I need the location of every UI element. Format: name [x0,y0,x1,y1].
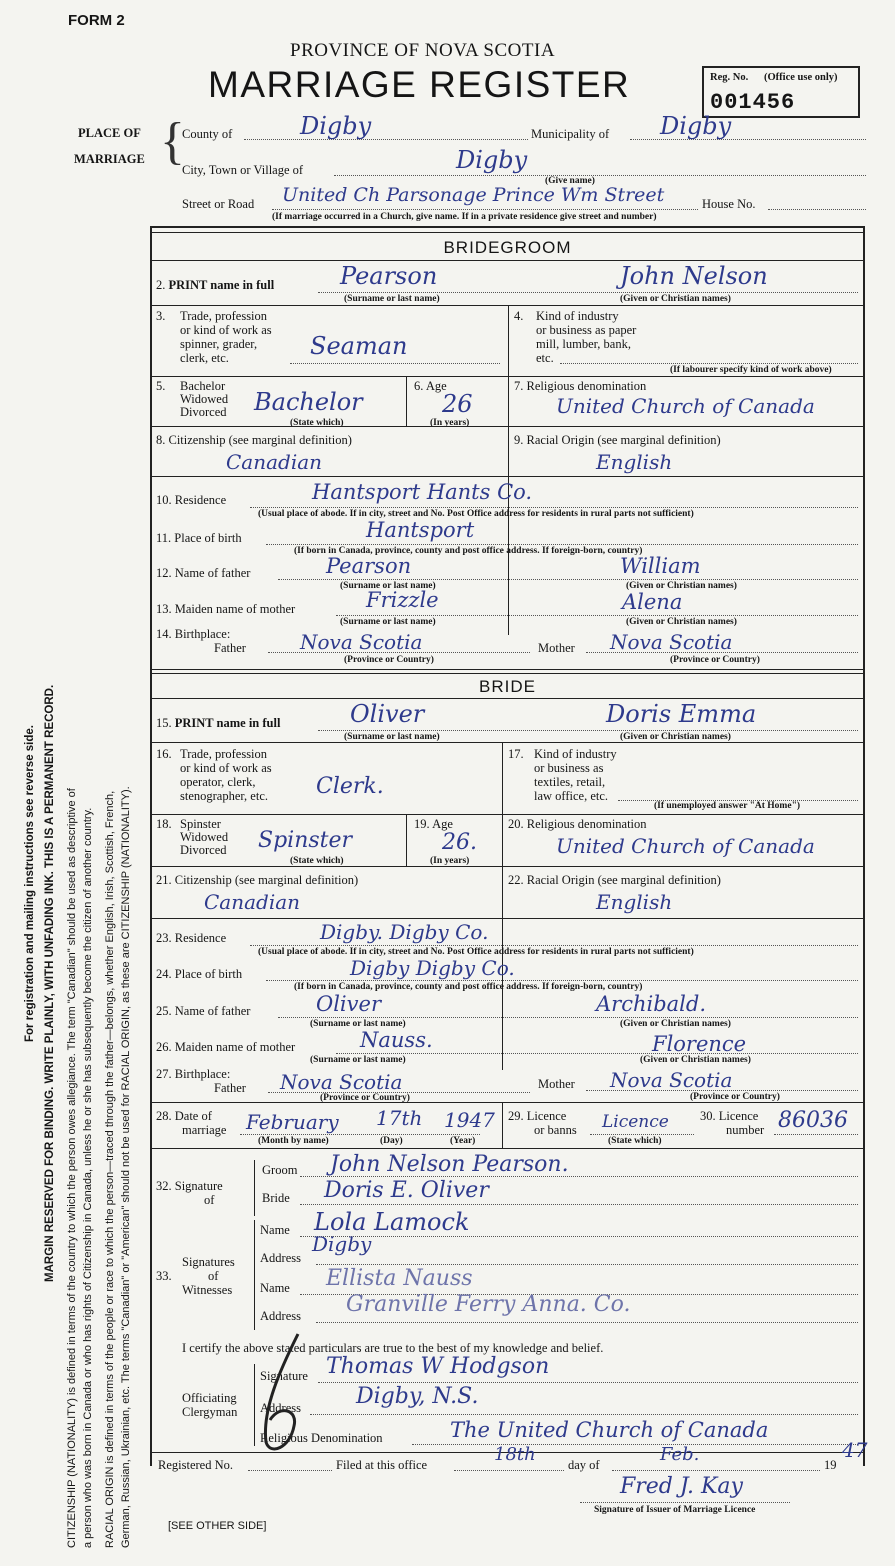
see-other-side: [SEE OTHER SIDE] [168,1520,267,1532]
bride-industry-note: (If unemployed answer "At Home") [654,801,801,811]
marriage-year: 1947 [444,1108,495,1132]
city-label: City, Town or Village of [182,163,304,177]
city-value: Digby [456,146,528,174]
groom-bp-mother-label: Mother [538,641,575,655]
bride-given: Doris Emma [606,700,757,728]
marriage-month: February [246,1110,339,1134]
groom-industry-l3: mill, lumber, bank, [536,337,631,351]
licence-label-1: Licence [526,1109,567,1123]
bride-residence: Digby. Digby Co. [320,920,489,944]
groom-trade-l1: Trade, profession [180,309,268,323]
margin-instructions: For registration and mailing instructions see reverse side. [24,725,36,1042]
bride-religion: United Church of Canada [556,834,815,858]
clergy-address: Digby, N.S. [356,1384,479,1409]
bride-status-l1: Spinster [180,817,221,831]
margin-citizenship-def [66,788,78,1548]
page-title: MARRIAGE REGISTER [208,64,631,105]
bride-mother-given: Florence [652,1032,747,1056]
groom-industry-l4: etc. [536,351,554,365]
groom-trade-l4: clerk, etc. [180,351,229,365]
bride-racial-label: Racial Origin (see marginal definition) [526,873,721,887]
groom-surname-cap: (Surname or last name) [344,294,440,304]
bride-mother-given-cap: (Given or Christian names) [640,1055,751,1065]
witness-label-1: Signatures [182,1255,235,1269]
bride-bp-mother-label: Mother [538,1077,575,1091]
groom-father-given-cap: (Given or Christian names) [626,581,737,591]
bride-bp-father-label: Father [214,1081,246,1095]
witness1-name: Lola Lamock [314,1208,470,1236]
groom-trade: Seaman [310,332,408,360]
clergy-denomination: The United Church of Canada [450,1418,769,1442]
groom-age: 26 [442,390,473,418]
licence-label-2: or banns [534,1123,577,1137]
reg-number-box [702,66,860,118]
filed-month: Feb. [660,1444,700,1465]
witness2-address: Granville Ferry Anna. Co. [346,1292,631,1317]
year-cap: (Year) [450,1136,476,1146]
licence-number-label-1: Licence [718,1109,759,1123]
bride-industry-l3: textiles, retail, [534,775,606,789]
groom-birth-cap: (If born in Canada, province, county and post office address. If foreign-born, country) [294,546,643,556]
groom-father-surname: Pearson [326,554,412,578]
bride-mother-surname-cap: (Surname or last name) [310,1055,406,1065]
street-caption: (If marriage occurred in a Church, give name. If in a private residence give street and number) [272,212,657,222]
witness2-name: Ellista Nauss [326,1266,473,1291]
groom-age-label: Age [425,379,447,393]
filed-label: Filed at this office [336,1458,428,1472]
groom-citizenship: Canadian [226,450,323,474]
day-cap: (Day) [380,1136,403,1146]
groom-trade-l2: or kind of work as [180,323,272,337]
date-label-1: Date of [174,1109,212,1123]
licence-number: 86036 [778,1108,848,1133]
form-table: BRIDEGROOM 2. PRINT name in full Pearson John Nelson (Surname or last name) (Given or Christian names) 3. Trade, profession or kind of work as spinner, grader, clerk, etc. Seaman 4. Kind of industry or business as paper mill, lumber, bank, etc. (If labourer specify kind of work above) 5. Bachelor Widowed Divorced Bachelor (State which) 6. Age 26 (In years) 7. Religious denomination United Church of Canada 8. Citizenship (see marginal definition) Canadian 9. Racial Origin (see marginal definition) English 10. Residence Hantsport Hants Co. (Usual place of abode. If in city, street and No. Post Office address for residents in rural parts not sufficient) 11. Place of birth Hantsport (If born in Canada, province, county and post office address. If foreign-born, country) 12. Name of father Pearson William (Surname or last name) (Given or Christian names) 13. Maiden name of mother Frizzle Alena (Surname or last name) (Given or Christian names) 14. Birthplace: Father Nova Scotia (Province or Country) Mother Nova Scotia (Province or Country) BRIDE 15. PRINT name in full Oliver Doris Emma (Surname or last name) (Given or Christian names) 16. Trade, profession or kind of work as operator, clerk, stenographer, etc. Clerk. 17. Kind of industry or business as textiles, retail, law office, etc. (If unemployed answer "At Home") 18. Spinster Widowed Divorced Spinster (State which) 19. Age 26. (In years) 20. Religious denomination United Church of Canada 21. Citizenship (see marginal definition) Canadian 22. Racial Origin (see marginal definition) English 23. Residence Digby. Digby Co. (Usual place of abode. If in city, street and No. Post Office address for residents in rural parts not sufficient) 24. Place of birth Digby Digby Co. (If born in Canada, province, county and post office address. If foreign-born, country) 25. Name of father Oliver Archibald. (Surname or last name) (Given or Christian names) 26. Maiden name of mother Nauss. Florence (Surname or last name) (Given or Christian names) 27. Birthplace: Father Nova Scotia (Province or Country) Mother Nova Scotia (Province or Country) 28. Date of marriage February 17th 1947 (Month by name) (Day) (Year) 29. Licence or banns Licence (State which) 30. Licence number 86036 32. Signature of Groom John Nelson Pearson. Bride Doris E. Oliver Signatures 33. of Witnesses Name Lola Lamock Address Digby Name Ellista Nauss Address Granville Ferry Anna. Co. I certify the above stated particulars are true to the best of my knowledge and belief. Officiating Clergyman Signature Thomas W Hodgson Address Digby, N.S. Religious Denomination The United Church of Canada [150,226,865,1466]
witness-label-2: of [208,1269,219,1283]
bride-father-surname-cap: (Surname or last name) [310,1019,406,1029]
filed-year: 47 [842,1438,868,1462]
certify-text: I certify the above stated particulars are true to the best of my knowledge and belief. [182,1341,604,1355]
bride-given-cap: (Given or Christian names) [620,732,731,742]
bride-print-label: PRINT name in full [174,716,281,730]
county-label: County of [182,127,233,141]
municipality-label: Municipality of [531,127,610,141]
street-label: Street or Road [182,197,255,211]
bride-birthplace-label: Birthplace: [174,1067,231,1081]
groom-mbirth-cap: (Province or Country) [670,655,760,665]
witness-label-3: Witnesses [182,1283,233,1297]
bride-racial: English [596,890,673,914]
w1-name-label: Name [260,1223,290,1237]
clergy-signature: Thomas W Hodgson [326,1354,550,1379]
reg-note: (Office use only) [764,72,838,83]
bride-citizenship: Canadian [204,890,301,914]
bride-fbirth-cap: (Province or Country) [320,1093,410,1103]
county-value: Digby [300,112,372,140]
groom-racial: English [596,450,673,474]
day-of-label: day of [568,1458,600,1472]
groom-status-l2: Widowed [180,392,229,406]
w2-address-label: Address [260,1309,301,1323]
bride-pob-label: Place of birth [174,967,243,981]
groom-state-cap: (State which) [290,418,344,428]
marriage-day: 17th [376,1106,423,1130]
bride-mbirth-cap: (Province or Country) [690,1092,780,1102]
groom-print-label: PRINT name in full [168,278,275,292]
bride-industry-l1: Kind of industry [534,747,617,761]
groom-father-given: William [620,554,701,578]
bride-status: Spinster [258,828,353,853]
bride-state-cap: (State which) [290,856,344,866]
date-label-2: marriage [182,1123,227,1137]
bride-residence-cap: (Usual place of abode. If in city, street and No. [258,947,445,957]
bride-mother-label: Maiden name of mother [174,1040,296,1054]
groom-trade-l3: spinner, grader, [180,337,258,351]
signature-label-2: of [204,1193,215,1207]
groom-years-cap: (In years) [430,418,470,428]
bride-surname: Oliver [350,700,425,728]
w2-name-label: Name [260,1281,290,1295]
groom-signature: John Nelson Pearson. [330,1152,569,1177]
groom-mother-label: Maiden name of mother [174,602,296,616]
reg-number: 001456 [710,90,796,115]
groom-citizenship-label: Citizenship (see marginal definition) [168,433,352,447]
margin-racial-def-2: German, Russian, Ukrainian, etc. The terms "Canadian" or "American" should not be used for RACIAL ORIGIN, as these are CITIZENSHIP (NATIONALITY). [120,786,132,1548]
bride-sig-label: Bride [262,1191,290,1205]
filed-day: 18th [494,1444,536,1465]
clergy-label-1: Officiating [182,1391,237,1405]
groom-residence-cap-b: Post Office address for residents in rural parts not sufficient) [447,509,694,519]
groom-father-label: Name of father [174,566,251,580]
bride-status-l3: Divorced [180,843,227,857]
form-number: FORM 2 [68,12,125,29]
bride-age: 26. [442,830,477,855]
groom-bp-father-label: Father [214,641,246,655]
bride-industry-l2: or business as [534,761,604,775]
groom-sig-label: Groom [262,1163,298,1177]
licence-or-banns: Licence [602,1112,669,1132]
bride-mother-surname: Nauss. [360,1028,433,1052]
groom-birthplace-label: Birthplace: [174,627,231,641]
bride-trade-l3: operator, clerk, [180,775,256,789]
registered-label: Registered No. [158,1458,233,1472]
bride-age-label: Age [432,817,453,831]
w1-address-label: Address [260,1251,301,1265]
margin-citizenship-def-2: a person who was born in Canada or who has rights of Citizenship in Canada, unless he or she has subsequently become the citizen of another country. [82,807,94,1548]
reg-label: Reg. No. [710,72,749,83]
issuer-caption: Signature of Issuer of Marriage Licence [594,1505,756,1515]
bride-years-cap: (In years) [430,856,470,866]
place-label-1: PLACE OF [78,126,141,140]
signature-label-1: Signature [174,1179,223,1193]
groom-father-birth: Nova Scotia [300,630,423,654]
bride-mother-birth: Nova Scotia [610,1068,733,1092]
bride-industry-l4: law office, etc. [534,789,609,803]
licence-number-label-2: number [726,1123,765,1137]
month-cap: (Month by name) [258,1136,329,1146]
clergy-label-2: Clergyman [182,1405,238,1419]
bride-residence-cap-b: Post Office address for residents in rural parts not sufficient) [447,947,694,957]
bride-religion-label: Religious denomination [526,817,647,831]
groom-mother-surname-cap: (Surname or last name) [340,617,436,627]
bride-trade-l2: or kind of work as [180,761,272,775]
bride-father-birth: Nova Scotia [280,1070,403,1094]
groom-father-surname-cap: (Surname or last name) [340,581,436,591]
year-prefix: 19 [824,1458,837,1472]
margin-citizenship-l1: CITIZENSHIP (NATIONALITY) is defined in terms of the country to which the person owes allegiance. The term "Canadian" should be used as descriptive of [66,788,78,1548]
groom-status-l1: Bachelor [180,379,226,393]
groom-status: Bachelor [254,388,363,416]
groom-pob-label: Place of birth [174,531,242,545]
clergy-flourish-mark [240,1330,320,1460]
clergy-denomination-label: Religious Denomination [260,1431,383,1445]
margin-binding-note: MARGIN RESERVED FOR BINDING. WRITE PLAINLY, WITH UNFADING INK. THIS IS A PERMANENT RECORD. [44,684,56,1282]
groom-mother-given-cap: (Given or Christian names) [626,617,737,627]
groom-mother-birth: Nova Scotia [610,630,733,654]
groom-religion-label: Religious denomination [526,379,647,393]
groom-given-cap: (Given or Christian names) [620,294,731,304]
groom-residence: Hantsport Hants Co. [312,480,533,504]
bride-status-l2: Widowed [180,830,229,844]
licence-cap: (State which) [608,1136,662,1146]
bride-signature: Doris E. Oliver [324,1178,489,1203]
bride-father-given: Archibald. [596,992,707,1016]
bride-birthplace: Digby Digby Co. [350,956,515,980]
house-label: House No. [702,197,756,211]
bride-residence-label: Residence [174,931,227,945]
groom-status-l3: Divorced [180,405,227,419]
groom-fbirth-cap: (Province or Country) [344,655,434,665]
place-label-2: MARRIAGE [74,152,145,166]
groom-racial-label: Racial Origin (see marginal definition) [526,433,721,447]
province-heading: PROVINCE OF NOVA SCOTIA [290,40,556,61]
groom-industry-l1: Kind of industry [536,309,619,323]
issuer-signature: Fred J. Kay [620,1474,743,1499]
bride-trade-l1: Trade, profession [180,747,268,761]
give-name-caption: (Give name) [545,176,595,186]
bride-citizenship-label: Citizenship (see marginal definition) [174,873,359,887]
bride-surname-cap: (Surname or last name) [344,732,440,742]
groom-residence-label: Residence [174,493,227,507]
groom-residence-cap: (Usual place of abode. If in city, street and No. [258,509,445,519]
bride-trade: Clerk. [316,774,384,799]
section-bridegroom: BRIDEGROOM [443,238,572,257]
groom-surname: Pearson [340,262,438,290]
bride-birth-cap: (If born in Canada, province, county and post office address. If foreign-born, country) [294,982,643,992]
bride-father-given-cap: (Given or Christian names) [620,1019,731,1029]
groom-industry-note: (If labourer specify kind of work above) [670,365,832,375]
bride-trade-l4: stenographer, etc. [180,789,269,803]
margin-racial-def: RACIAL ORIGIN is defined in terms of the people or race to which the person—traced through the father—belongs, whether English, Irish, Scottish, French, [104,790,116,1548]
groom-religion: United Church of Canada [556,394,815,418]
section-bride: BRIDE [479,677,536,696]
groom-given: John Nelson [620,262,768,290]
bride-father-surname: Oliver [316,992,381,1016]
witness1-address: Digby [312,1232,372,1256]
street-value: United Ch Parsonage Prince Wm Street [282,184,665,206]
clergy-address-label: Address [260,1401,301,1415]
clergy-signature-label: Signature [260,1369,308,1383]
place-brace: { [160,113,185,170]
groom-mother-given: Alena [622,590,683,614]
groom-industry-l2: or business as paper [536,323,637,337]
groom-mother-surname: Frizzle [366,588,439,612]
groom-birthplace: Hantsport [366,518,475,542]
bride-father-label: Name of father [174,1004,251,1018]
municipality-value: Digby [660,112,732,140]
